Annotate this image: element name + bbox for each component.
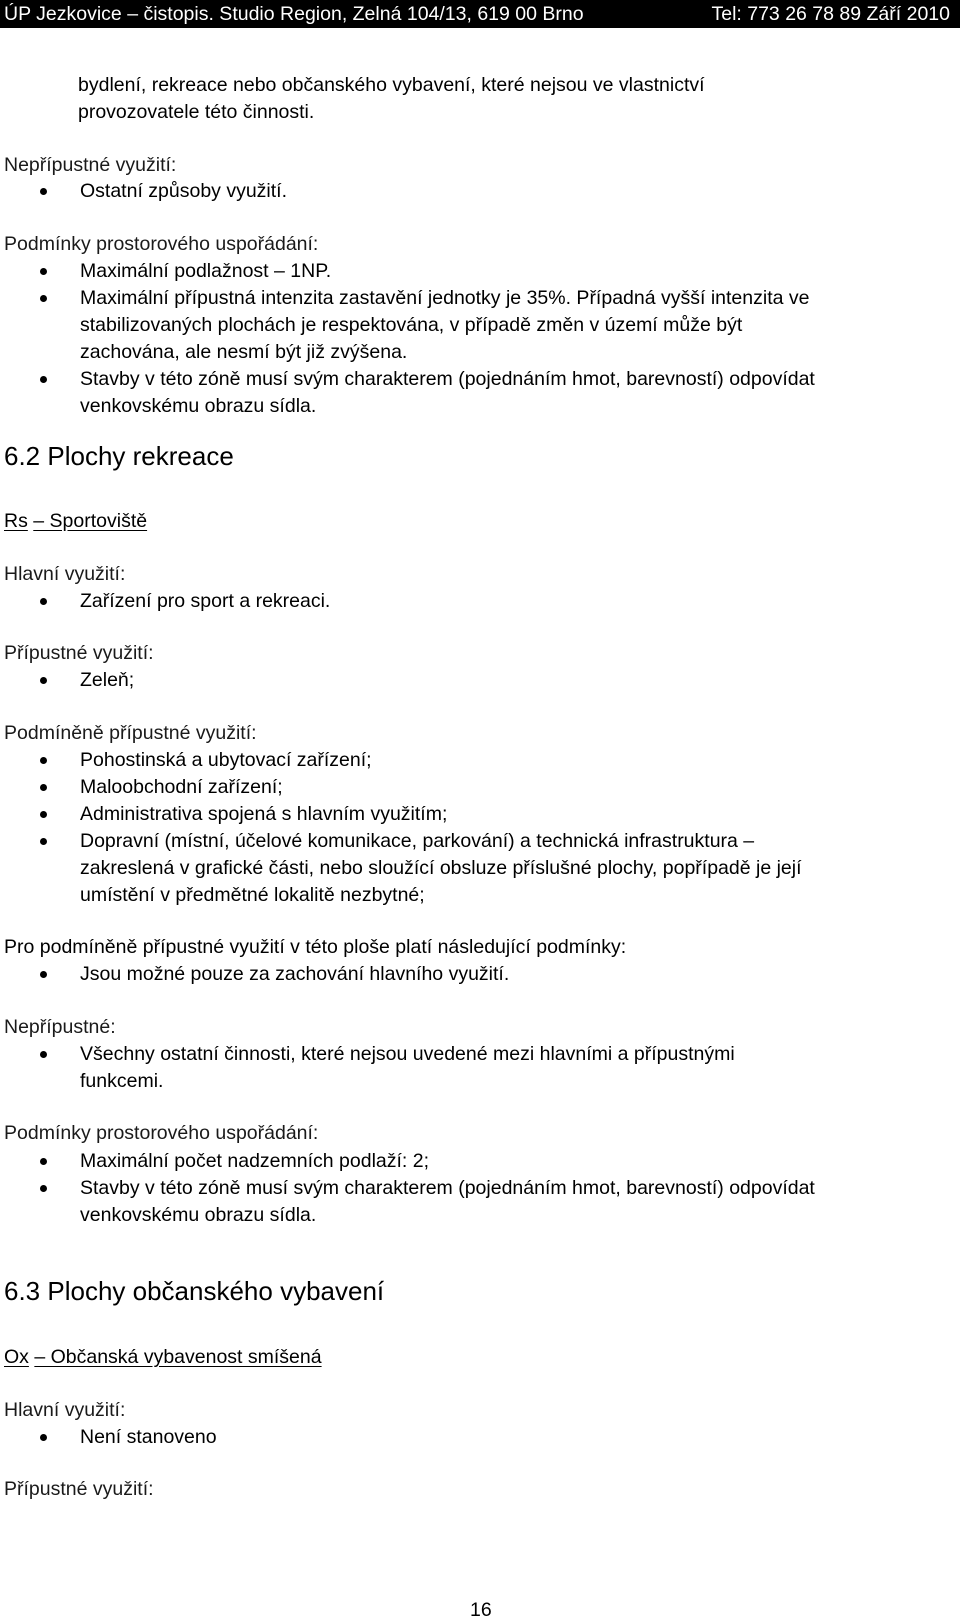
bullet-icon [40, 598, 47, 605]
bullet-icon [40, 376, 47, 383]
list-podminky-prostoroveho-usporadani-rs [36, 1148, 956, 1229]
list-item: Jsou možné pouze za zachování hlavního využití. [36, 961, 956, 988]
list-nepripustne-vyuziti [36, 178, 956, 205]
bullet-icon [40, 677, 47, 684]
bullet-icon [40, 1051, 47, 1058]
list-hlavni-vyuziti [36, 588, 956, 615]
heading-podminky-prostoroveho-usporadani: Podmínky prostorového uspořádání: [4, 233, 319, 255]
zone-name: – Občanská vybavenost smíšená [34, 1346, 322, 1368]
list-item: Maloobchodní zařízení; [36, 774, 956, 801]
list-item: Maximální podlažnost – 1NP. [36, 258, 956, 285]
heading-podminky-prostoroveho-usporadani-rs: Podmínky prostorového uspořádání: [4, 1122, 319, 1144]
heading-hlavni-vyuziti-ox: Hlavní využití: [4, 1399, 126, 1421]
list-item: Není stanoveno [36, 1424, 956, 1451]
list-item: Maximální přípustná intenzita zastavění jednotky je 35%. Případná vyšší intenzita ve stabilizovaných plochách je respektována, v případě změn v území může být zachována, ale nesmí být již zvýšena. [36, 285, 956, 366]
list-item: Stavby v této zóně musí svým charakterem (pojednáním hmot, barevností) odpovídat venkovskému obrazu sídla. [36, 366, 956, 420]
bullet-icon [40, 784, 47, 791]
bullet-icon [40, 1434, 47, 1441]
list-item: Administrativa spojená s hlavním využitím; [36, 801, 956, 828]
list-item: Dopravní (místní, účelové komunikace, parkování) a technická infrastruktura – zakreslená v grafické části, nebo sloužící obsluze příslušné plochy, popřípadě je její umístění v předmětné lokalitě nezbytné; [36, 828, 956, 909]
header-left-text: ÚP Jezkovice – čistopis. Studio Region, Zelná 104/13, 619 00 Brno [4, 3, 584, 25]
section-title-6-2: 6.2 Plochy rekreace [4, 441, 234, 471]
heading-pripustne-vyuziti: Přípustné využití: [4, 642, 154, 664]
intro-line-1: bydlení, rekreace nebo občanského vybavení, které nejsou ve vlastnictví [78, 74, 705, 96]
heading-pripustne-vyuziti-ox: Přípustné využití: [4, 1478, 154, 1500]
intro-line-2: provozovatele této činnosti. [78, 101, 315, 123]
bullet-icon [40, 757, 47, 764]
zone-heading-rs [4, 508, 147, 535]
bullet-icon [40, 188, 47, 195]
bullet-icon [40, 268, 47, 275]
list-item: Ostatní způsoby využití. [36, 178, 956, 205]
list-item: Zařízení pro sport a rekreaci. [36, 588, 956, 615]
bullet-icon [40, 295, 47, 302]
bullet-icon [40, 1185, 47, 1192]
bullet-icon [40, 838, 47, 845]
list-podminene-pripustne-vyuziti [36, 747, 956, 909]
page-number: 16 [470, 1599, 492, 1621]
heading-nepripustne-vyuziti: Nepřípustné využití: [4, 154, 177, 176]
condition-text: Pro podmíněně přípustné využití v této ploše platí následující podmínky: [4, 936, 627, 958]
list-item: Pohostinská a ubytovací zařízení; [36, 747, 956, 774]
header-right-text: Tel: 773 26 78 89 Září 2010 [711, 3, 950, 25]
bullet-icon [40, 971, 47, 978]
bullet-icon [40, 811, 47, 818]
list-nepripustne [36, 1041, 956, 1095]
heading-hlavni-vyuziti: Hlavní využití: [4, 563, 126, 585]
list-item: Všechny ostatní činnosti, které nejsou uvedené mezi hlavními a přípustnými funkcemi. [36, 1041, 956, 1095]
bullet-icon [40, 1158, 47, 1165]
list-item: Zeleň; [36, 667, 956, 694]
section-title-6-3: 6.3 Plochy občanského vybavení [4, 1276, 385, 1306]
heading-podminene-pripustne-vyuziti: Podmíněně přípustné využití: [4, 722, 257, 744]
list-hlavni-vyuziti-ox [36, 1424, 956, 1451]
zone-heading-ox [4, 1344, 322, 1371]
list-pripustne-vyuziti [36, 667, 956, 694]
zone-code: Ox [4, 1346, 29, 1368]
heading-nepripustne: Nepřípustné: [4, 1016, 116, 1038]
list-podminky-prostoroveho-usporadani [36, 258, 956, 420]
zone-name: – Sportoviště [33, 510, 148, 532]
list-item: Stavby v této zóně musí svým charakterem (pojednáním hmot, barevností) odpovídat venkovskému obrazu sídla. [36, 1175, 956, 1229]
zone-code: Rs [4, 510, 28, 532]
list-condition [36, 961, 956, 988]
list-item: Maximální počet nadzemních podlaží: 2; [36, 1148, 956, 1175]
